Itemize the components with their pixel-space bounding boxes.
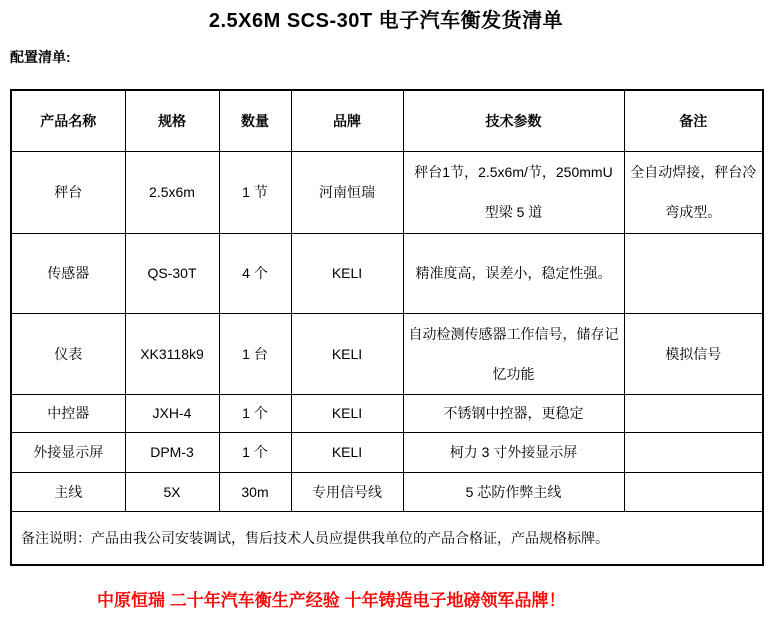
page-title: 2.5X6M SCS-30T 电子汽车衡发货清单	[208, 10, 564, 32]
cell-spec: 2.5x6m	[125, 151, 219, 233]
table-row-external-display	[11, 432, 763, 472]
cell-product-name: 仪表	[11, 313, 125, 394]
table-row-indicator	[11, 313, 763, 394]
document-page	[0, 8, 772, 634]
cell-spec: JXH-4	[125, 394, 219, 432]
cell-product-name: 秤台	[11, 151, 125, 233]
cell-tech-params: 柯力 3 寸外接显示屏	[403, 432, 624, 472]
column-header-quantity: 数量	[219, 90, 291, 151]
cell-tech-params: 5 芯防作弊主线	[403, 472, 624, 511]
cell-brand: KELI	[291, 313, 403, 394]
cell-product-name: 主线	[11, 472, 125, 511]
cell-quantity: 1 个	[219, 432, 291, 472]
table-row-main-cable	[11, 472, 763, 511]
cell-brand: KELI	[291, 394, 403, 432]
cell-brand: KELI	[291, 432, 403, 472]
cell-remark	[624, 432, 763, 472]
cell-spec: XK3118k9	[125, 313, 219, 394]
column-header-brand: 品牌	[291, 90, 403, 151]
cell-quantity: 1 台	[219, 313, 291, 394]
cell-tech-params: 秤台1节，2.5x6m/节，250mmU 型梁 5 道	[403, 151, 624, 233]
table-note-row	[11, 511, 763, 565]
config-list-label: 配置清单:	[10, 49, 71, 65]
column-header-spec: 规格	[125, 90, 219, 151]
cell-remark	[624, 394, 763, 432]
table-header-row	[11, 90, 763, 151]
cell-quantity: 30m	[219, 472, 291, 511]
table-row-scale-platform	[11, 151, 763, 233]
cell-brand: 河南恒瑞	[291, 151, 403, 233]
cell-quantity: 4 个	[219, 233, 291, 313]
table-row-junction-box	[11, 394, 763, 432]
cell-quantity: 1 个	[219, 394, 291, 432]
cell-spec: 5X	[125, 472, 219, 511]
table-row-sensor	[11, 233, 763, 313]
cell-brand: KELI	[291, 233, 403, 313]
cell-remark: 模拟信号	[624, 313, 763, 394]
cell-tech-params: 精准度高，误差小，稳定性强。	[403, 233, 624, 313]
cell-tech-params: 自动检测传感器工作信号，储存记忆功能	[403, 313, 624, 394]
cell-remark	[624, 233, 763, 313]
shipping-list-table	[10, 89, 764, 566]
cell-quantity: 1 节	[219, 151, 291, 233]
brand-slogan: 中原恒瑞 二十年汽车衡生产经验 十年铸造电子地磅领军品牌！	[97, 591, 566, 610]
cell-brand: 专用信号线	[291, 472, 403, 511]
remark-note-text: 备注说明：产品由我公司安装调试，售后技术人员应提供我单位的产品合格证，产品规格标牌。	[11, 511, 763, 565]
cell-product-name: 外接显示屏	[11, 432, 125, 472]
cell-remark	[624, 472, 763, 511]
cell-tech-params: 不锈钢中控器，更稳定	[403, 394, 624, 432]
cell-spec: QS-30T	[125, 233, 219, 313]
column-header-product-name: 产品名称	[11, 90, 125, 151]
column-header-remark: 备注	[624, 90, 763, 151]
cell-product-name: 传感器	[11, 233, 125, 313]
cell-product-name: 中控器	[11, 394, 125, 432]
cell-spec: DPM-3	[125, 432, 219, 472]
column-header-tech-params: 技术参数	[403, 90, 624, 151]
cell-remark: 全自动焊接，秤台冷弯成型。	[624, 151, 763, 233]
